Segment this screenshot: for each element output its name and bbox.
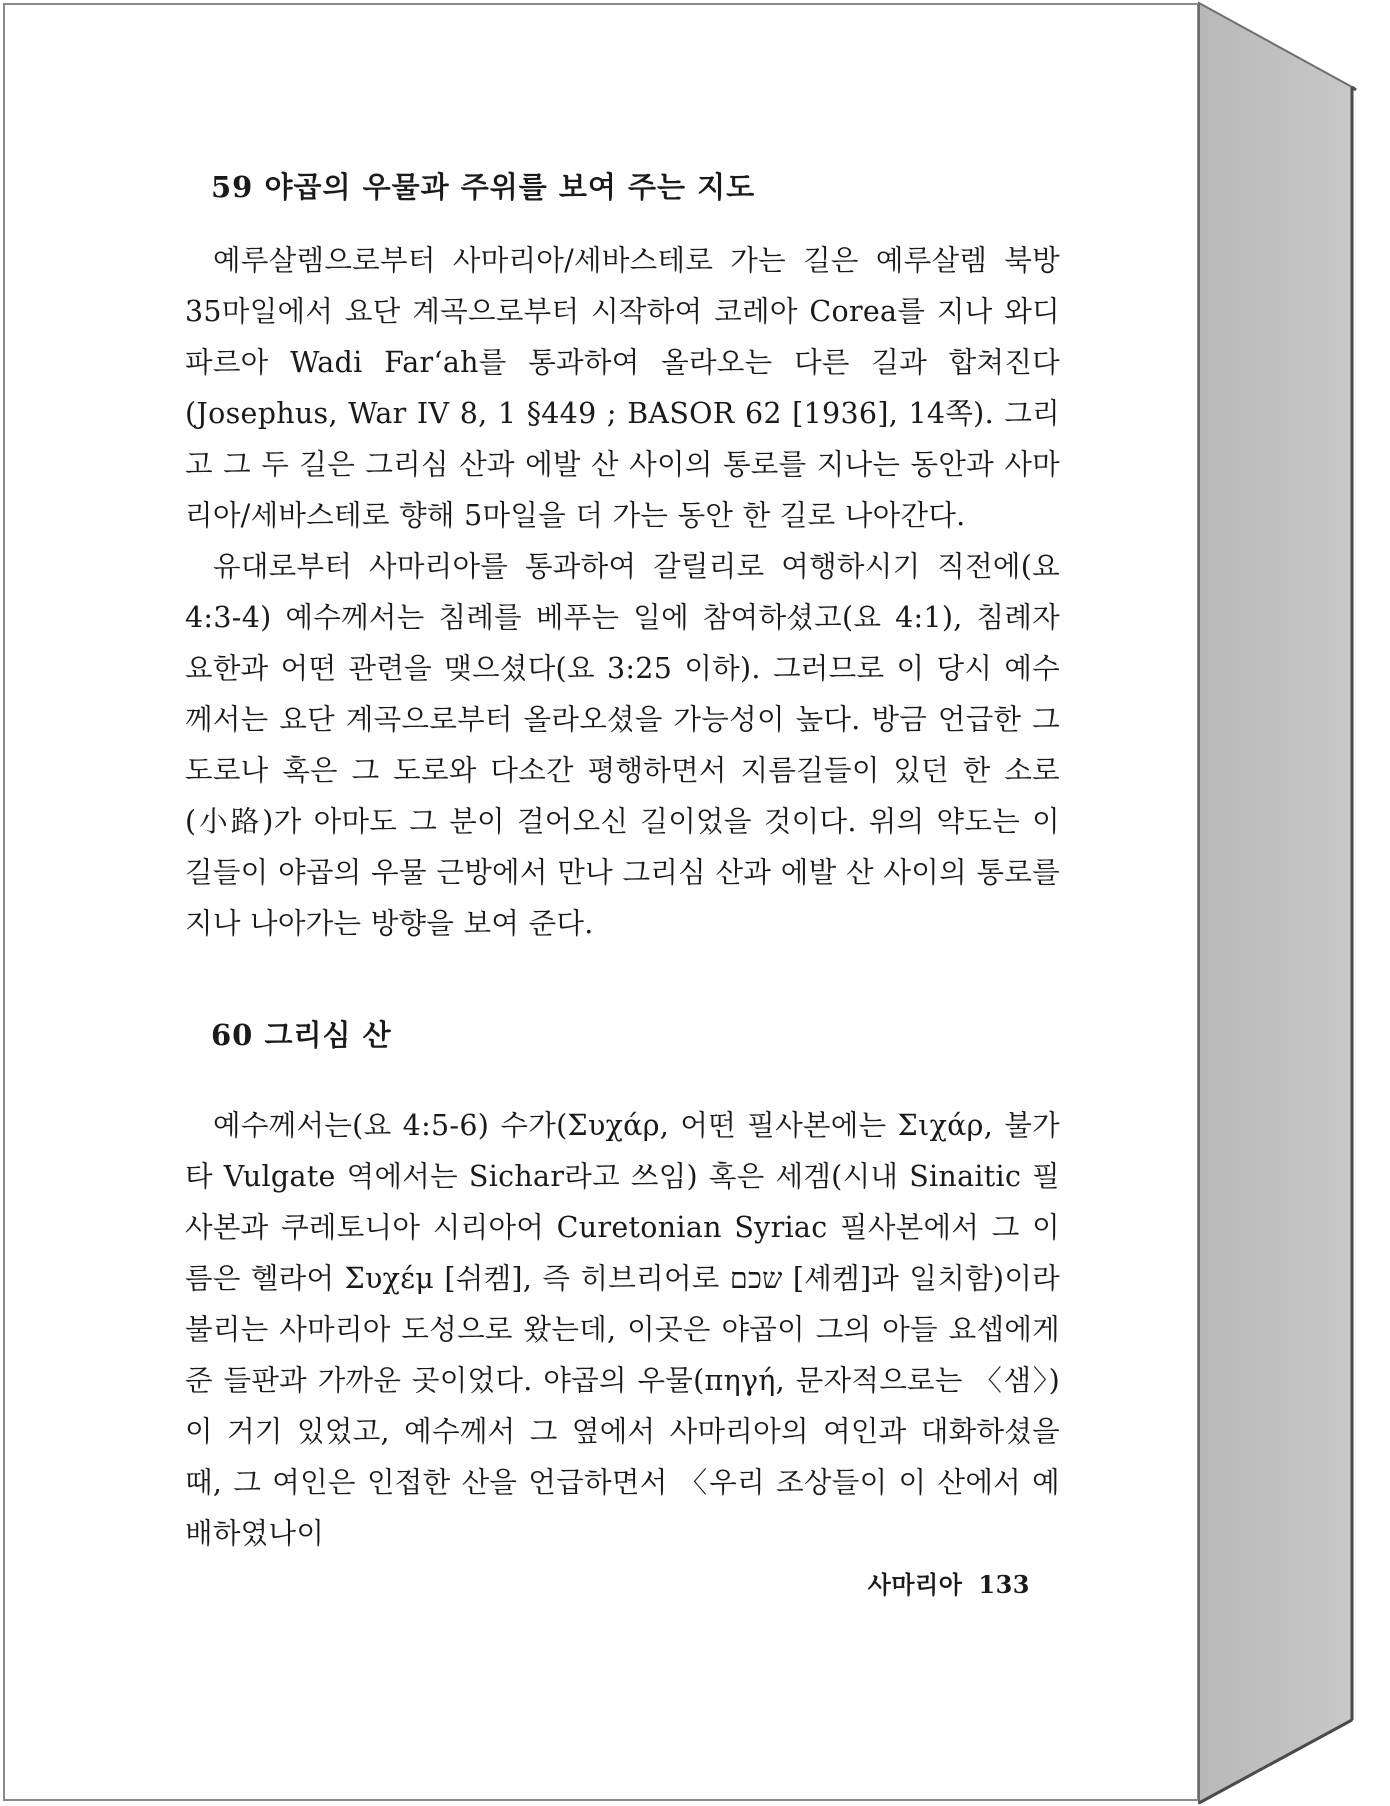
book-page <box>3 3 1199 1801</box>
book-edge-face <box>1199 3 1352 1803</box>
section-59-body <box>185 235 1060 949</box>
page-footer <box>185 1565 1060 1600</box>
page-number: 133 <box>978 1570 1030 1599</box>
section-60-paragraph-1: 예수께서는(요 4:5-6) 수가(Συχάρ, 어떤 필사본에는 Σιχάρ, 불가타 Vulgate 역에서는 Sichar라고 쓰임) 혹은 세겜(시내 Sinaitic 필사본과 쿠레토니아 시리아어 Curetonian Syriac 필사본에서 그 이름은 헬라어 Συχέμ [쉬켐], 즉 히브리어로 שכם [셰켐]과 일치함)이라 불리는 사마리아 도성으로 왔는데, 이곳은 야곱이 그의 아들 요셉에게 준 들판과 가까운 곳이었다. 야곱의 우물(πηγή, 문자적으로는 〈샘〉)이 거기 있었고, 예수께서 그 옆에서 사마리아의 여인과 대화하셨을 때, 그 여인은 인접한 산을 언급하면서 〈우리 조상들이 이 산에서 예배하였나이 <box>185 1109 1060 1550</box>
section-59-paragraph-2: 유대로부터 사마리아를 통과하여 갈릴리로 여행하시기 직전에(요 4:3-4) 예수께서는 침례를 베푸는 일에 참여하셨고(요 4:1), 침례자 요한과 어떤 관련을 맺으셨다(요 3:25 이하). 그러므로 이 당시 예수께서는 요단 계곡으로부터 올라오셨을 가능성이 높다. 방금 언급한 그 도로나 혹은 그 도로와 다소간 평행하면서 지름길들이 있던 한 소로(小路)가 아마도 그 분이 걸어오신 길이었을 것이다. 위의 약도는 이 길들이 야곱의 우물 근방에서 만나 그리심 산과 에발 산 사이의 통로를 지나 나아가는 방향을 보여 준다. <box>185 550 1060 940</box>
section-59-paragraph-1: 예루살렘으로부터 사마리아/세바스테로 가는 길은 예루살렘 북방 35마일에서 요단 계곡으로부터 시작하여 코레아 Corea를 지나 와디 파르아 Wadi Far‘ah를 통과하여 올라오는 다른 길과 합쳐진다(Josephus, War IV 8, 1 §449 ; BASOR 62 [1936], 14쪽). 그리고 그 두 길은 그리심 산과 에발 산 사이의 통로를 지나는 동안과 사마리아/세바스테로 향해 5마일을 더 가는 동안 한 길로 나아간다. <box>185 244 1060 532</box>
section-59-heading: 59 야곱의 우물과 주위를 보여 주는 지도 <box>211 170 756 204</box>
section-60-body <box>185 1100 1060 1559</box>
section-60-heading: 60 그리심 산 <box>211 1018 392 1052</box>
running-footer-section: 사마리아 <box>867 1570 963 1599</box>
